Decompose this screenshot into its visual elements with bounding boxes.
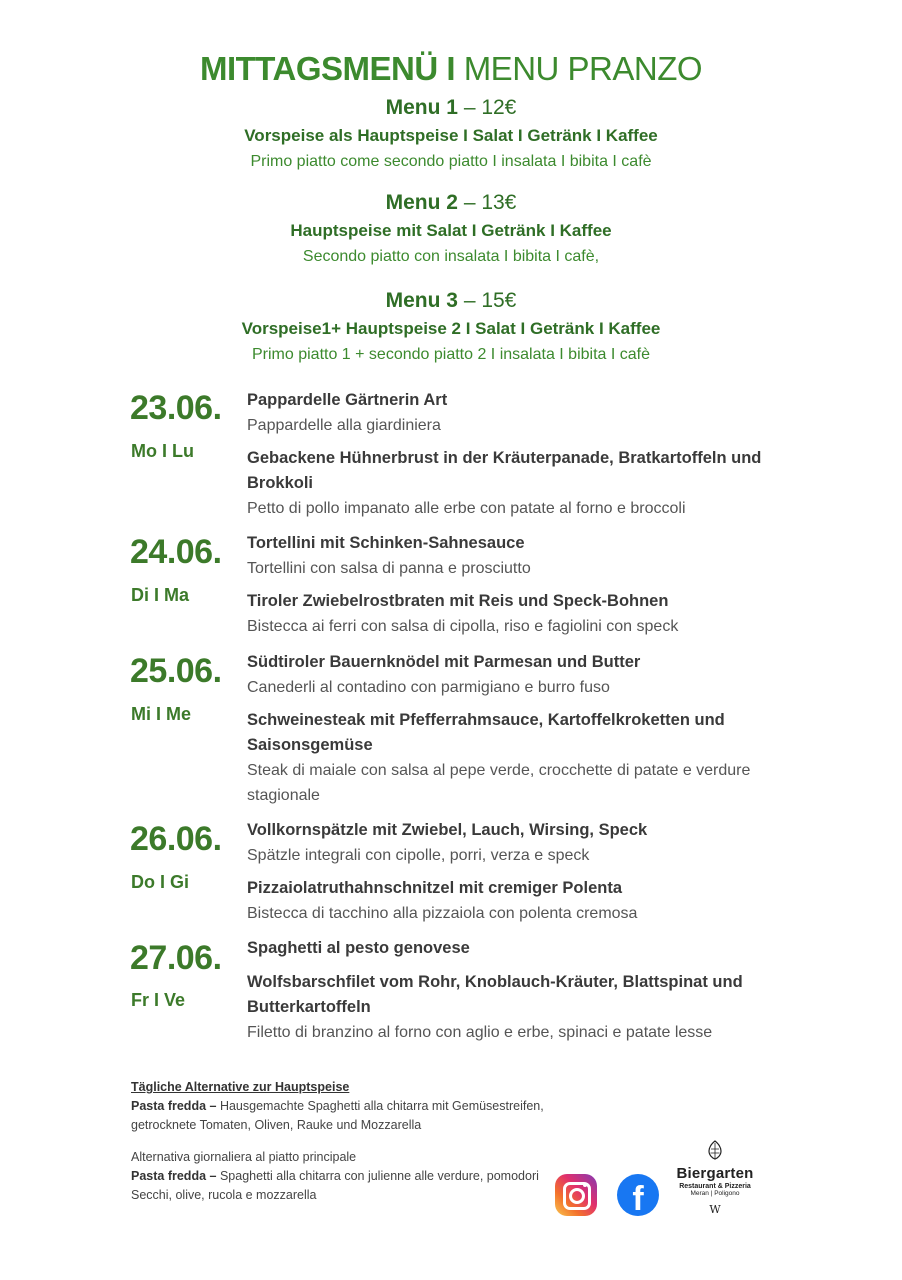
menu-1-heading: Menu 1 – 12€ (385, 96, 517, 119)
menu-3-it: Primo piatto 1 + secondo piatto 2 I insalata I bibita I cafè (251, 346, 650, 363)
menu-1-de: Vorspeise als Hauptspeise I Salat I Getränk I Kaffee (244, 126, 658, 145)
alternative-heading-de: Tägliche Alternative zur Hauptspeise (131, 1080, 350, 1094)
dish (247, 650, 767, 700)
dish-name-de: Tiroler Zwiebelrostbraten mit Reis und Speck-Bohnen (247, 592, 669, 610)
dish-name-it: Filetto di branzino al forno con aglio e erbe, spinaci e patate lesse (247, 1024, 713, 1041)
date-label: 26.06. (130, 820, 222, 858)
dish-name-it: Pappardelle alla giardiniera (247, 417, 441, 434)
dish (247, 876, 767, 926)
date-label: 25.06. (130, 652, 222, 690)
dish-name-it: Bistecca ai ferri con salsa di cipolla, riso e fagiolini con speck (247, 618, 679, 635)
dish-name-de: Gebackene Hühnerbrust in der Kräuterpanade, Bratkartoffeln und Brokkoli (247, 449, 762, 492)
dish-name-de: Schweinesteak mit Pfefferrahmsauce, Kartoffelkroketten und Saisonsgemüse (247, 711, 725, 754)
daily-alternative-it: Alternativa giornaliera al piatto principale Pasta fredda – Spaghetti alla chitarra con julienne alle verdure, pomodori Secchi, olive, rucola e mozzarella (131, 1148, 571, 1205)
dish-name-de: Spaghetti al pesto genovese (247, 939, 470, 957)
facebook-icon[interactable]: f (617, 1174, 659, 1216)
dish-name-de: Pizzaiolatruthahnschnitzel mit cremiger Polenta (247, 879, 622, 897)
day-label: Fr I Ve (131, 990, 186, 1010)
menu-3-heading: Menu 3 – 15€ (385, 289, 517, 312)
menu-2-it: Secondo piatto con insalata I bibita I cafè, (302, 248, 600, 265)
dish (247, 446, 767, 521)
day-label: Do I Gi (131, 872, 189, 892)
day-label: Di I Ma (131, 585, 190, 605)
menu-2-de: Hauptspeise mit Salat I Getränk I Kaffee (290, 221, 612, 240)
dish (247, 818, 767, 868)
dish-name-de: Tortellini mit Schinken-Sahnesauce (247, 534, 525, 552)
hop-icon (706, 1140, 724, 1160)
dish-name-de: Wolfsbarschfilet vom Rohr, Knoblauch-Kräuter, Blattspinat und Butterkartoffeln (247, 973, 743, 1016)
dish-name-de: Südtiroler Bauernknödel mit Parmesan und Butter (247, 653, 641, 671)
dish-name-it: Steak di maiale con salsa al pepe verde, crocchette di patate e verdure stagionale (247, 762, 751, 804)
day-label: Mo I Lu (131, 441, 194, 461)
dish (247, 589, 767, 639)
menu-3-de: Vorspeise1+ Hauptspeise 2 I Salat I Getränk I Kaffee (241, 319, 661, 338)
day-label: Mi I Me (131, 704, 192, 724)
alternative-heading-it: Alternativa giornaliera al piatto principale (131, 1150, 357, 1164)
page-title: MITTAGSMENÜ I MENU PRANZO (199, 50, 703, 87)
date-label: 27.06. (130, 939, 222, 977)
dish (247, 388, 767, 438)
dish-name-it: Bistecca di tacchino alla pizzaiola con polenta cremosa (247, 905, 638, 922)
dish (247, 936, 767, 961)
dish-name-it: Petto di pollo impanato alle erbe con patate al forno e broccoli (247, 500, 686, 517)
date-label: 23.06. (130, 389, 222, 427)
instagram-icon[interactable] (555, 1174, 597, 1216)
dish (247, 970, 767, 1045)
menu-2-heading: Menu 2 – 13€ (385, 191, 517, 214)
dish-name-it: Canederli al contadino con parmigiano e burro fuso (247, 679, 610, 696)
dish (247, 708, 767, 808)
dish-name-it: Tortellini con salsa di panna e prosciutto (247, 560, 531, 577)
date-label: 24.06. (130, 533, 222, 571)
dish-name-it: Spätzle integrali con cipolle, porri, verza e speck (247, 847, 590, 864)
dish-name-de: Vollkornspätzle mit Zwiebel, Lauch, Wirsing, Speck (247, 821, 648, 839)
daily-alternative-de: Tägliche Alternative zur Hauptspeise Pasta fredda – Hausgemachte Spaghetti alla chitarra mit Gemüsestreifen, getrocknete Tomaten, Oliven, Rauke und Mozzarella (131, 1078, 571, 1135)
dish-name-de: Pappardelle Gärtnerin Art (247, 391, 448, 409)
dish (247, 531, 767, 581)
biergarten-logo: Biergarten Restaurant & Pizzeria Meran | Poligono W (665, 1140, 765, 1216)
menu-1-it: Primo piatto come secondo piatto I insalata I bibita I cafè (250, 153, 652, 170)
